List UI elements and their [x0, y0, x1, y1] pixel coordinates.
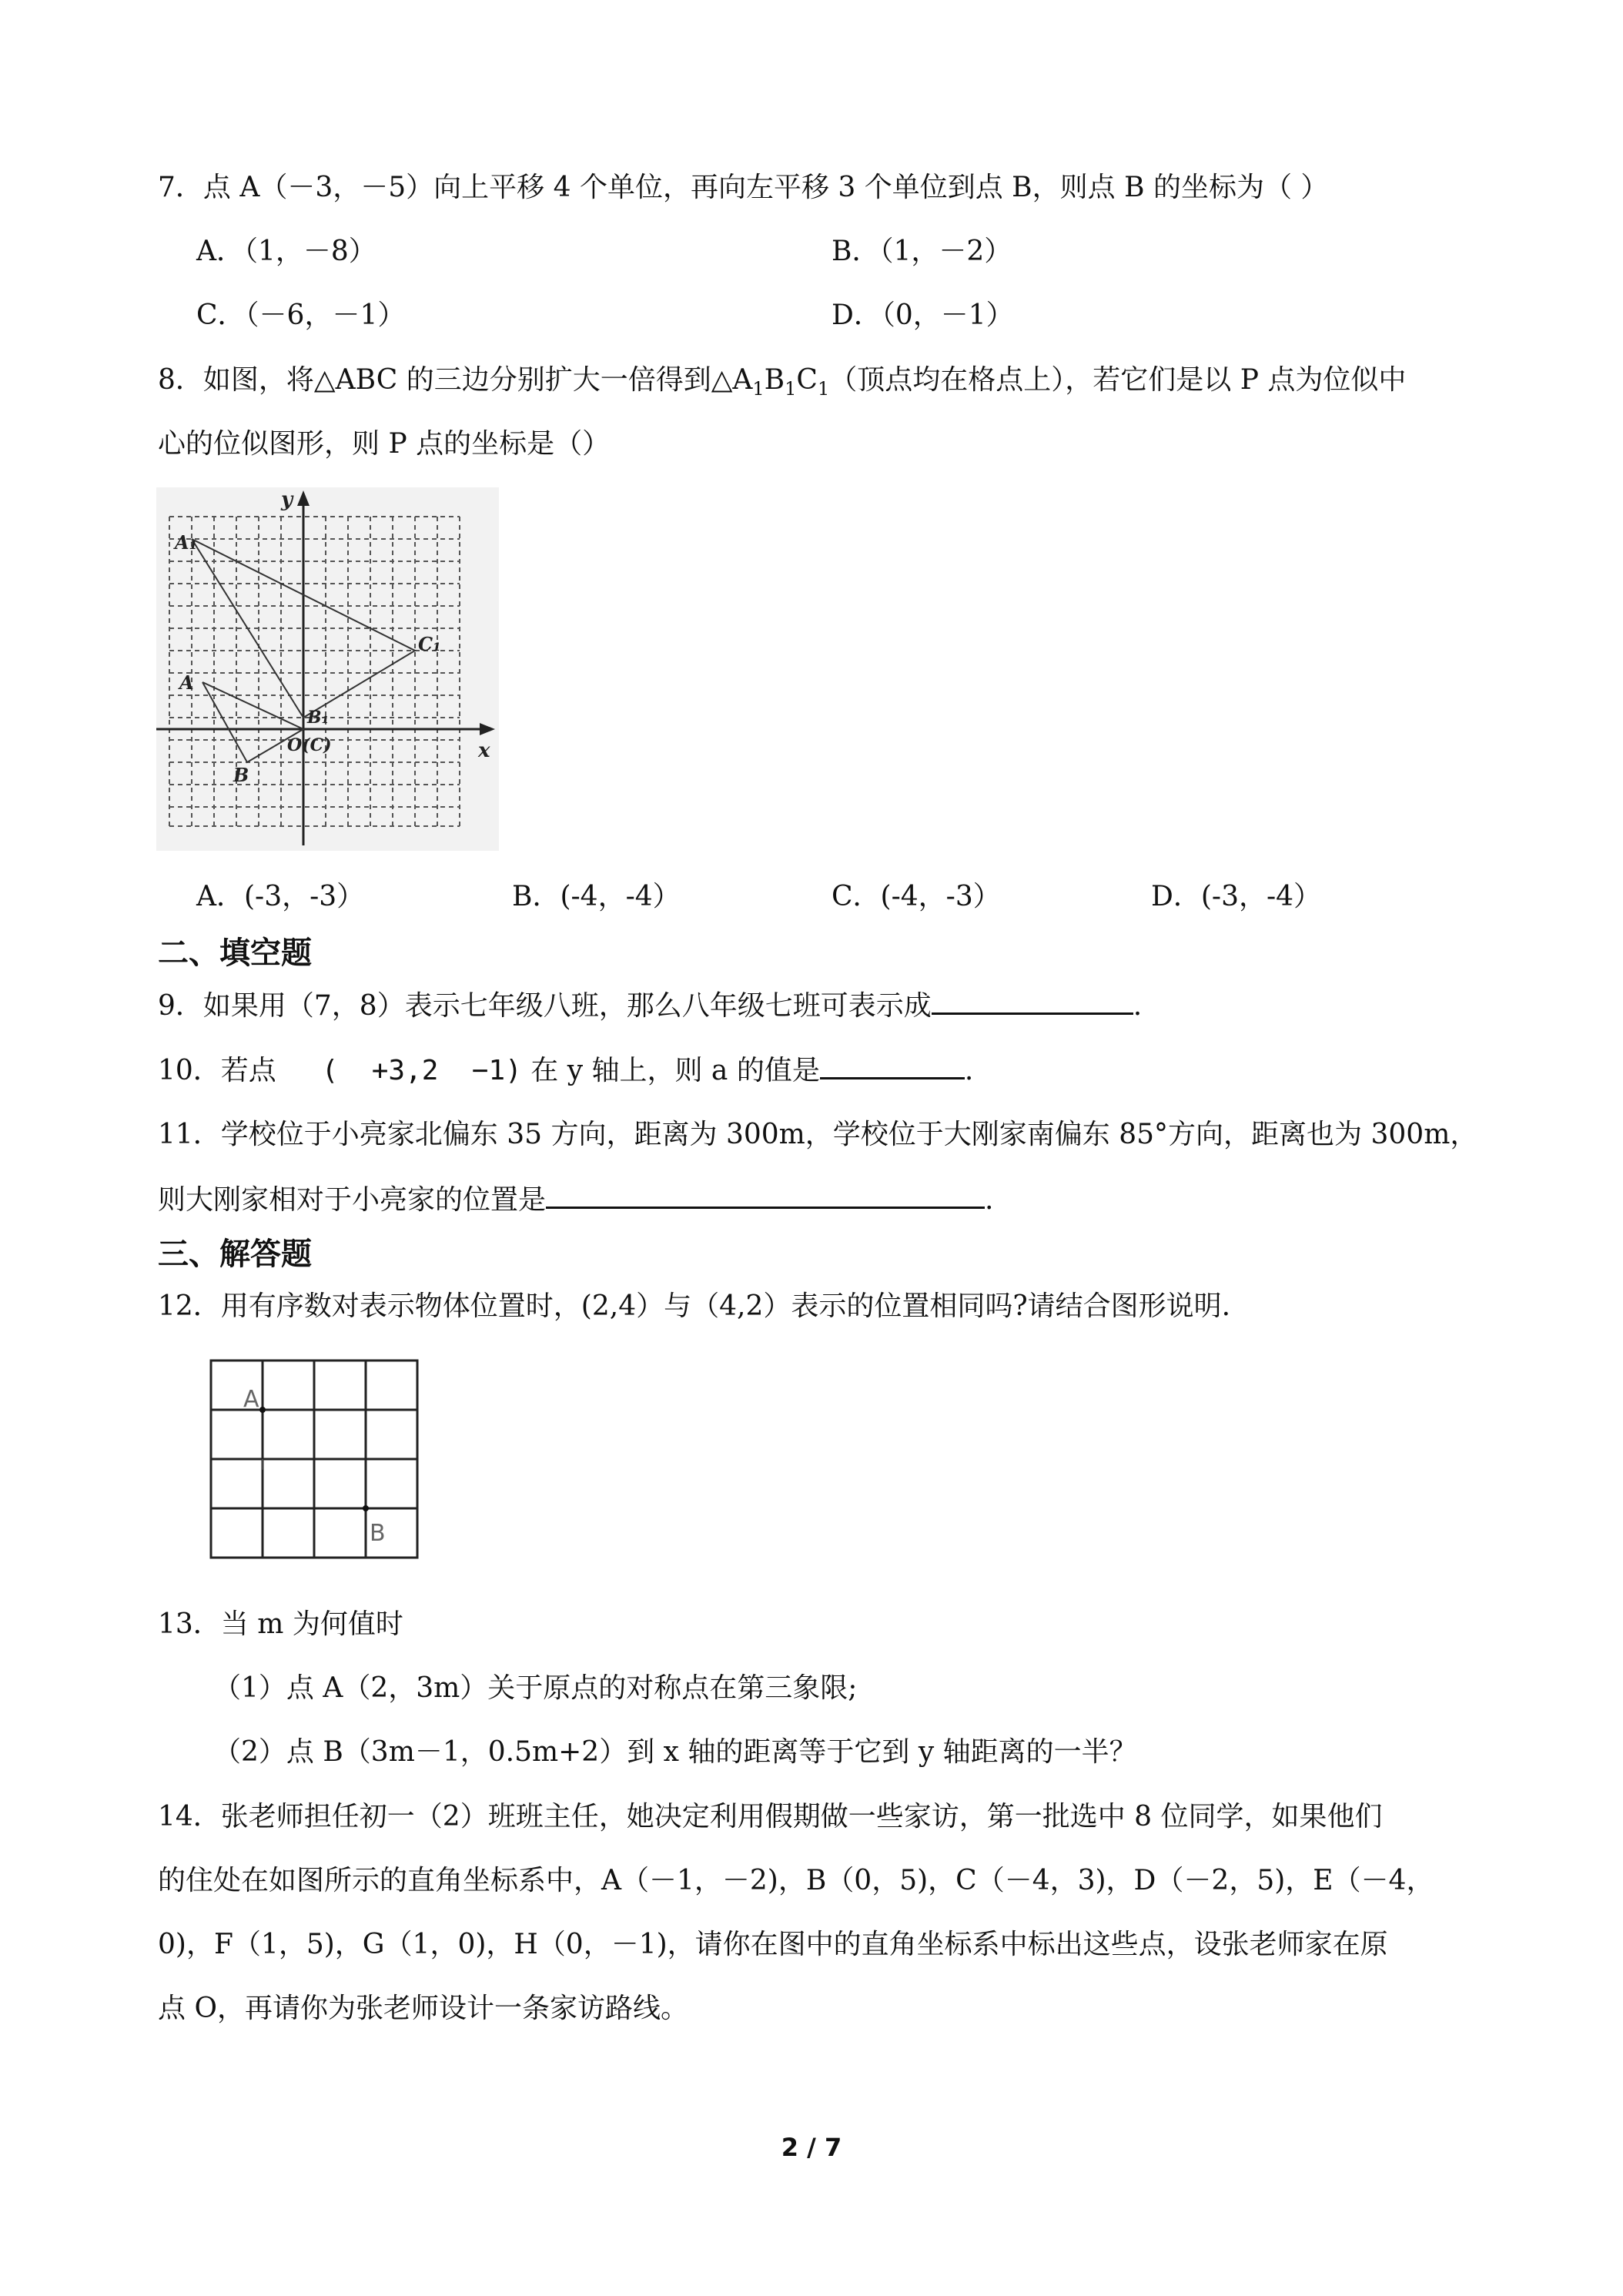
q13-part2: （2）点 B（3m－1，0.5m+2）到 x 轴的距离等于它到 y 轴距离的一半？: [213, 1736, 1137, 1768]
section-answer-title: 三、解答题: [158, 1237, 312, 1272]
q8-label-x: x: [478, 739, 490, 762]
q10-answer-blank[interactable]: [820, 1053, 965, 1079]
q8-figure: [156, 487, 499, 851]
q8-option-a: A．(-3，-3）: [196, 881, 365, 912]
q8-label-o: O(C): [287, 735, 332, 755]
page-number: 2 / 7: [781, 2133, 842, 2162]
q8-label-c1: C₁: [418, 633, 441, 655]
q7-stem: 7．点 A（－3，－5）向上平移 4 个单位，再向左平移 3 个单位到点 B，则点 B 的坐标为（ ）: [158, 172, 1329, 203]
q8-stem: [158, 363, 1406, 400]
q11-answer-blank[interactable]: [546, 1182, 985, 1209]
q14-line1: 14．张老师担任初一（2）班班主任，她决定利用假期做一些家访，第一批选中 8 位同学，如果他们: [158, 1801, 1383, 1832]
q14-line4: 点 O，再请你为张老师设计一条家访路线。: [158, 1993, 688, 2024]
q14-line2: 的住处在如图所示的直角坐标系中，A（－1，－2)，B（0，5)，C（－4，3)，D（－2，5)，E（－4，: [158, 1865, 1434, 1896]
q8-label-a: A: [179, 671, 194, 694]
q8-stem-suffix: （顶点均在格点上），若它们是以 P 点为位似中: [829, 364, 1407, 396]
q11-end: .: [985, 1184, 994, 1216]
q11-text: 则大刚家相对于小亮家的位置是: [158, 1184, 547, 1216]
q8-option-d: D．(-3，-4）: [1151, 881, 1322, 912]
q7-option-a: A．（1，－8）: [196, 236, 376, 267]
q7-option-b: B．（1，－2）: [832, 236, 1012, 267]
q13-stem: 13．当 m 为何值时: [158, 1608, 403, 1640]
q8-sub-2: 1: [785, 378, 797, 400]
q8-option-c: C．(-4，-3）: [832, 881, 1001, 912]
q7-option-d: D．（0，－1）: [832, 300, 1014, 331]
q10-pre: 10．若点: [158, 1055, 276, 1086]
q12-label-b: B: [370, 1520, 386, 1547]
q8-stem-mid-1: B: [764, 364, 785, 396]
q12-label-a: A: [243, 1386, 259, 1413]
q12-stem: 12．用有序数对表示物体位置时，(2,4）与（4,2）表示的位置相同吗?请结合图形说明.: [158, 1290, 1231, 1322]
q8-stem-line2: 心的位似图形，则 P 点的坐标是（）: [158, 428, 611, 460]
q12-grid-figure: [209, 1359, 421, 1563]
q9-text: 9．如果用（7，8）表示七年级八班，那么八年级七班可表示成: [158, 990, 932, 1022]
q9-answer-blank[interactable]: [932, 988, 1133, 1015]
q8-stem-prefix: 8．如图，将△ABC 的三边分别扩大一倍得到△A: [158, 364, 753, 396]
q11-line2: [158, 1182, 993, 1217]
q8-sub-1: 1: [752, 378, 765, 400]
q10-expression: ( +3,2 −1): [321, 1055, 522, 1086]
q13-part1: （1）点 A（2，3m）关于原点的对称点在第三象限;: [213, 1672, 858, 1704]
q8-label-b: B: [233, 764, 249, 786]
q8-option-b: B．(-4，-4）: [512, 881, 681, 912]
q8-label-y: y: [281, 488, 293, 511]
q11-line1: 11．学校位于小亮家北偏东 35 方向，距离为 300m，学校位于大刚家南偏东 85°方向，距离也为 300m，: [158, 1119, 1478, 1150]
q10-end: .: [964, 1055, 974, 1086]
q12-point-a: [259, 1407, 266, 1413]
q12-point-b: [363, 1505, 369, 1511]
q14-line3: 0)，F（1，5)，G（1，0)，H（0，－1)，请你在图中的直角坐标系中标出这些点，设张老师家在原: [158, 1929, 1388, 1960]
q8-stem-mid-2: C: [796, 364, 818, 396]
section-fill-in-title: 二、填空题: [158, 935, 312, 971]
q9-end: .: [1133, 990, 1143, 1022]
q8-label-b1: B₁: [307, 708, 330, 728]
q10-post: 在 y 轴上，则 a 的值是: [530, 1055, 820, 1086]
q8-sub-3: 1: [817, 378, 830, 400]
q7-option-c: C．（－6，－1）: [196, 300, 406, 331]
q10-stem: [158, 1053, 973, 1087]
q8-label-a1: A₁: [175, 531, 198, 554]
q9-stem: [158, 988, 1142, 1022]
